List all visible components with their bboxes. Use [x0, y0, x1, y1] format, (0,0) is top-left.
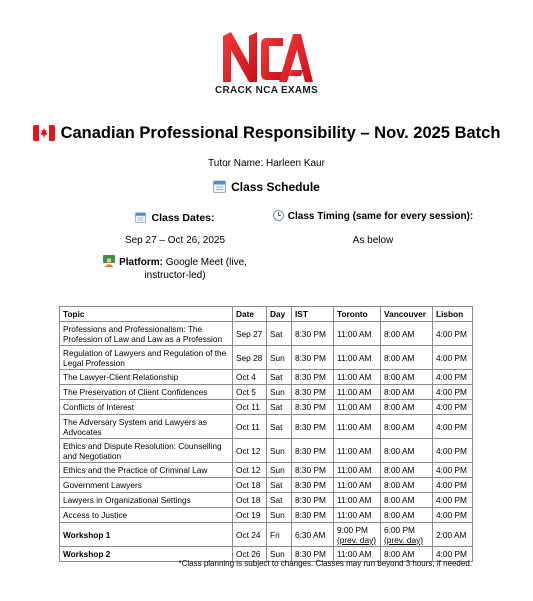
- toronto-cell: 11:00 AM: [334, 478, 381, 493]
- lisbon-cell: 4:00 PM: [433, 415, 473, 439]
- vancouver-cell: 8:00 AM: [381, 463, 433, 478]
- ist-cell: 8:30 PM: [292, 385, 334, 400]
- clock-icon: [273, 210, 284, 221]
- date-cell: Oct 12: [233, 439, 267, 463]
- platform-value: Google Meet (live, instructor-led): [144, 257, 247, 281]
- ist-cell: 8:30 PM: [292, 346, 334, 370]
- table-row: [60, 385, 473, 400]
- day-cell: Sun: [267, 463, 292, 478]
- date-cell: Oct 5: [233, 385, 267, 400]
- date-cell: Oct 11: [233, 415, 267, 439]
- ist-cell: 6:30 AM: [292, 523, 334, 547]
- table-row: [60, 400, 473, 415]
- day-cell: Sun: [267, 439, 292, 463]
- table-row: [60, 493, 473, 508]
- ist-cell: 8:30 PM: [292, 415, 334, 439]
- toronto-cell: [334, 523, 381, 547]
- ist-cell: 8:30 PM: [292, 439, 334, 463]
- toronto-cell: 11:00 AM: [334, 493, 381, 508]
- topic-cell: Conflicts of Interest: [60, 400, 233, 415]
- topic-cell: Government Lawyers: [60, 478, 233, 493]
- table-row: [60, 439, 473, 463]
- class-timing-value: As below: [352, 235, 394, 246]
- date-cell: Oct 12: [233, 463, 267, 478]
- date-cell: Oct 26: [233, 547, 267, 562]
- calendar-icon: [213, 180, 226, 193]
- toronto-cell: 11:00 AM: [334, 322, 381, 346]
- topic-cell: Regulation of Lawyers and Regulation of the Legal Profession: [60, 346, 233, 370]
- day-cell: Sat: [267, 478, 292, 493]
- toronto-cell: 11:00 AM: [334, 346, 381, 370]
- vancouver-time: 6:00 PM: [384, 524, 415, 535]
- table-row: [60, 463, 473, 478]
- topic-cell: Ethics and the Practice of Criminal Law: [60, 463, 233, 478]
- lisbon-cell: 4:00 PM: [433, 400, 473, 415]
- lisbon-cell: 4:00 PM: [433, 322, 473, 346]
- class-dates-value: Sep 27 – Oct 26, 2025: [124, 235, 226, 246]
- footnote: *Class planning is subject to changes. Classes may run beyond 3 hours, if needed.: [178, 559, 472, 568]
- vancouver-cell: 8:00 AM: [381, 439, 433, 463]
- topic-cell: Ethics and Dispute Resolution: Counselling and Negotiation: [60, 439, 233, 463]
- lisbon-cell: 4:00 PM: [433, 508, 473, 523]
- table-header-row: [60, 307, 473, 322]
- nca-logo-icon: [221, 30, 313, 82]
- vancouver-cell: 8:00 AM: [381, 415, 433, 439]
- logo: [0, 30, 533, 96]
- table-row: [60, 508, 473, 523]
- lisbon-cell: 4:00 PM: [433, 463, 473, 478]
- day-cell: Sat: [267, 370, 292, 385]
- toronto-cell: 11:00 AM: [334, 508, 381, 523]
- day-cell: Sun: [267, 346, 292, 370]
- column-header: Vancouver: [381, 307, 433, 322]
- date-cell: Oct 19: [233, 508, 267, 523]
- topic-cell: Workshop 1: [60, 523, 233, 547]
- class-timing-heading: [268, 210, 478, 222]
- toronto-cell: 11:00 AM: [334, 400, 381, 415]
- column-header: IST: [292, 307, 334, 322]
- table-row: [60, 523, 473, 547]
- lisbon-cell: 2:00 AM: [433, 523, 473, 547]
- ist-cell: 8:30 PM: [292, 547, 334, 562]
- prev-day-note: (prev. day): [384, 534, 424, 545]
- toronto-cell: 11:00 AM: [334, 439, 381, 463]
- schedule-heading-text: Class Schedule: [231, 180, 320, 194]
- ist-cell: 8:30 PM: [292, 493, 334, 508]
- table-row: [60, 322, 473, 346]
- date-cell: Sep 27: [233, 322, 267, 346]
- day-cell: Sat: [267, 400, 292, 415]
- teacher-icon: [103, 255, 115, 267]
- table-row: [60, 478, 473, 493]
- toronto-cell: 11:00 AM: [334, 370, 381, 385]
- page-title: [0, 124, 533, 143]
- date-cell: Oct 18: [233, 493, 267, 508]
- topic-cell: Access to Justice: [60, 508, 233, 523]
- column-header: Topic: [60, 307, 233, 322]
- canada-flag-icon: [33, 125, 55, 141]
- vancouver-cell: [381, 523, 433, 547]
- vancouver-cell: 8:00 AM: [381, 322, 433, 346]
- vancouver-cell: 8:00 AM: [381, 547, 433, 562]
- lisbon-cell: 4:00 PM: [433, 370, 473, 385]
- column-header: Day: [267, 307, 292, 322]
- column-header: Toronto: [334, 307, 381, 322]
- lisbon-cell: 4:00 PM: [433, 346, 473, 370]
- schedule-heading: [0, 180, 533, 194]
- ist-cell: 8:30 PM: [292, 478, 334, 493]
- calendar-icon: [135, 212, 146, 223]
- lisbon-cell: 4:00 PM: [433, 547, 473, 562]
- ist-cell: 8:30 PM: [292, 463, 334, 478]
- toronto-cell: 11:00 AM: [334, 463, 381, 478]
- vancouver-cell: 8:00 AM: [381, 478, 433, 493]
- toronto-cell: 11:00 AM: [334, 385, 381, 400]
- ist-cell: 8:30 PM: [292, 322, 334, 346]
- lisbon-cell: 4:00 PM: [433, 439, 473, 463]
- platform-label: Platform:: [119, 257, 163, 268]
- vancouver-cell: 8:00 AM: [381, 493, 433, 508]
- day-cell: Sun: [267, 385, 292, 400]
- column-header: Lisbon: [433, 307, 473, 322]
- platform-info: [80, 255, 270, 282]
- lisbon-cell: 4:00 PM: [433, 478, 473, 493]
- topic-cell: The Lawyer-Client Relationship: [60, 370, 233, 385]
- class-dates-heading: [90, 212, 260, 224]
- column-header: Date: [233, 307, 267, 322]
- vancouver-cell: 8:00 AM: [381, 346, 433, 370]
- ist-cell: 8:30 PM: [292, 400, 334, 415]
- table-row: [60, 415, 473, 439]
- date-cell: Sep 28: [233, 346, 267, 370]
- ist-cell: 8:30 PM: [292, 508, 334, 523]
- vancouver-cell: 8:00 AM: [381, 400, 433, 415]
- schedule-table: [59, 306, 473, 562]
- title-text: Canadian Professional Responsibility – Nov. 2025 Batch: [60, 124, 501, 142]
- topic-cell: Professions and Professionalism: The Profession of Law and Law as a Profession: [60, 322, 233, 346]
- class-timing-label: Class Timing (same for every session):: [287, 211, 474, 222]
- logo-text: CRACK NCA EXAMS: [214, 85, 319, 96]
- ist-cell: 8:30 PM: [292, 370, 334, 385]
- topic-cell: Lawyers in Organizational Settings: [60, 493, 233, 508]
- date-cell: Oct 4: [233, 370, 267, 385]
- table-row: [60, 370, 473, 385]
- date-cell: Oct 24: [233, 523, 267, 547]
- toronto-time: 9:00 PM: [337, 524, 368, 535]
- topic-cell: The Preservation of Client Confidences: [60, 385, 233, 400]
- tutor-name: Tutor Name: Harleen Kaur: [208, 158, 325, 169]
- day-cell: Sun: [267, 508, 292, 523]
- vancouver-cell: 8:00 AM: [381, 385, 433, 400]
- vancouver-cell: 8:00 AM: [381, 370, 433, 385]
- lisbon-cell: 4:00 PM: [433, 493, 473, 508]
- prev-day-note: (prev. day): [337, 534, 377, 545]
- table-row: [60, 346, 473, 370]
- topic-cell: Workshop 2: [60, 547, 233, 562]
- vancouver-cell: 8:00 AM: [381, 508, 433, 523]
- date-cell: Oct 18: [233, 478, 267, 493]
- day-cell: Fri: [267, 523, 292, 547]
- class-dates-label: Class Dates:: [151, 212, 215, 224]
- toronto-cell: 11:00 AM: [334, 547, 381, 562]
- day-cell: Sat: [267, 415, 292, 439]
- topic-cell: The Adversary System and Lawyers as Advocates: [60, 415, 233, 439]
- lisbon-cell: 4:00 PM: [433, 385, 473, 400]
- day-cell: Sat: [267, 322, 292, 346]
- day-cell: Sun: [267, 547, 292, 562]
- date-cell: Oct 11: [233, 400, 267, 415]
- toronto-cell: 11:00 AM: [334, 415, 381, 439]
- day-cell: Sat: [267, 493, 292, 508]
